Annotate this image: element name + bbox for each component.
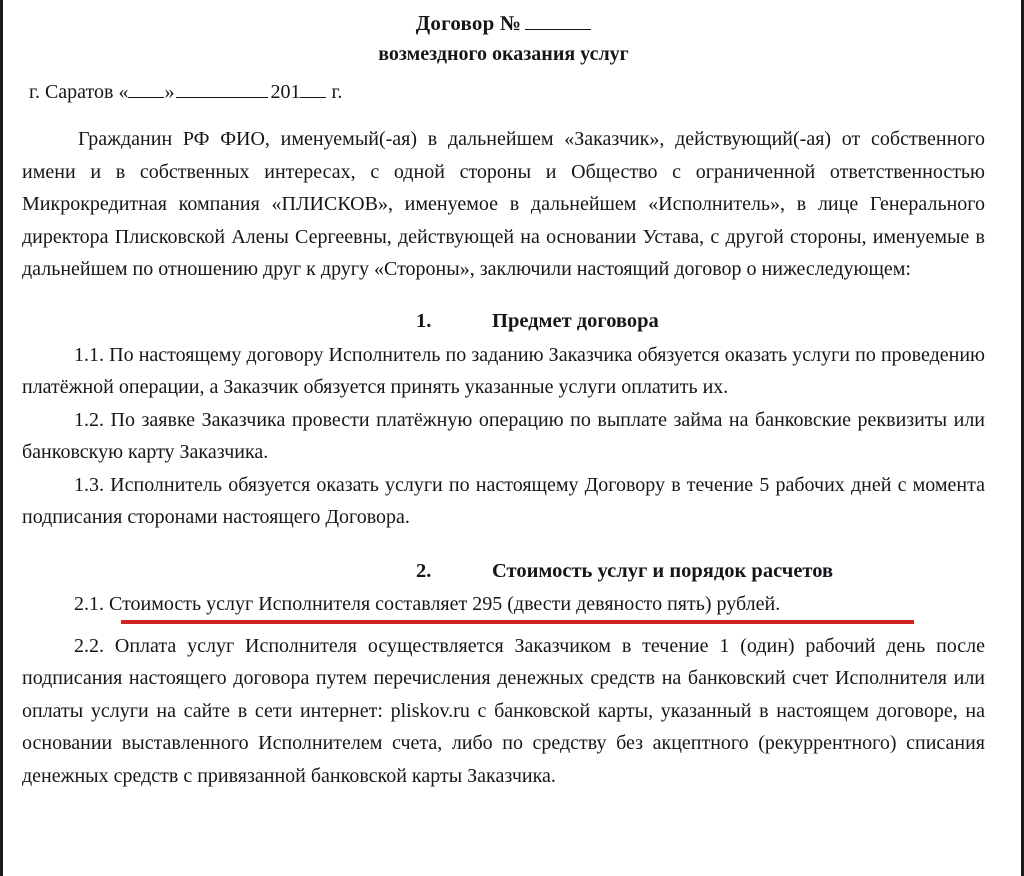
section-number-1: 1. [416,309,432,332]
clause-2-1-container [22,589,985,620]
year-blank[interactable] [300,81,326,98]
clause-1-2: 1.2. По заявке Заказчика провести платёжную операцию по выплате займа на банковские реквизиты или банковскую карту Заказчика. [22,408,985,463]
contract-number-blank[interactable] [525,12,591,30]
document-subtitle: возмездного оказания услуг [378,43,629,65]
section-title-2: Стоимость услуг и порядок расчетов [492,559,834,582]
place-date-line [22,78,985,106]
city-label: г. Саратов [29,81,114,103]
section-heading-2 [22,556,985,586]
document-title-text: Договор № [415,11,522,35]
section-title-1: Предмет договора [492,309,659,332]
year-suffix: г. [331,81,343,103]
document-title [22,0,985,38]
quote-close: » [164,81,175,103]
red-underline-highlight [121,620,914,624]
section-heading-1 [22,306,985,336]
day-blank[interactable] [128,81,164,98]
quote-open: « [118,81,129,103]
document-body [22,0,985,792]
month-blank[interactable] [176,81,268,98]
section-number-2: 2. [416,559,432,582]
clause-2-1: 2.1. Стоимость услуг Исполнителя составляет 295 (двести девяносто пять) рублей. [74,592,781,615]
year-prefix: 201 [270,81,301,103]
preamble-paragraph: Гражданин РФ ФИО, именуемый(-ая) в дальнейшем «Заказчик», действующий(-ая) от собственного имени и в собственных интересах, с одной стороны и Общество с ограниченной ответственностью Микрокредитная компания «ПЛИСКОВ», именуемое в дальнейшем «Исполнитель», в лице Генерального директора Плисковской Алены Сергеевны, действующей на основании Устава, с другой стороны, именуемые в дальнейшем по отношению друг к другу «Стороны», заключили настоящий договор о нижеследующем: [22,128,985,280]
clause-1-1: 1.1. По настоящему договору Исполнитель по заданию Заказчика обязуется оказать услуги по проведению платёжной операции, а Заказчик обязуется принять указанные услуги оплатить их. [22,343,985,398]
clause-1-3: 1.3. Исполнитель обязуется оказать услуги по настоящему Договору в течение 5 рабочих дней с момента подписания сторонами настоящего Договора. [22,473,985,528]
clause-2-2: 2.2. Оплата услуг Исполнителя осуществляется Заказчиком в течение 1 (один) рабочий день после подписания настоящего договора путем перечисления денежных средств на банковский счет Исполнителя или оплаты услуги на сайте в сети интернет: pliskov.ru с банковской карты, указанный в настоящем договоре, на основании выставленного Исполнителем счета, либо по средству без акцептного (рекуррентного) списания денежных средств с привязанной банковской карты Заказчика. [22,634,985,787]
